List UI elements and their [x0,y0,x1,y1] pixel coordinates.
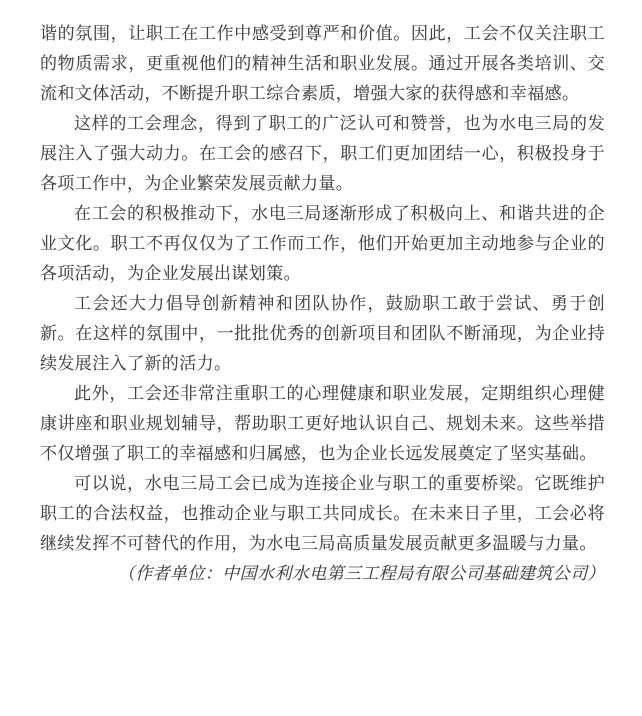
paragraph-continuation: 谐的氛围，让职工在工作中感受到尊严和价值。因此，工会不仅关注职工的物质需求，更重视他们的精神生活和职业发展。通过开展各类培训、交流和文体活动，不断提升职工综合素质，增强大家的获得感和幸福感。 [40,24,605,103]
paragraph-union-philosophy: 这样的工会理念，得到了职工的广泛认可和赞誉，也为水电三局的发展注入了强大动力。在工会的感召下，职工们更加团结一心，积极投身于各项工作中，为企业繁荣发展贡献力量。 [40,114,605,193]
author-attribution: （作者单位：中国水利水电第三工程局有限公司基础建筑公司） [117,564,605,583]
paragraph-innovation: 工会还大力倡导创新精神和团队协作，鼓励职工敢于尝试、勇于创新。在这样的氛围中，一批批优秀的创新项目和团队不断涌现，为企业持续发展注入了新的活力。 [40,294,605,373]
paragraph-mental-health: 此外，工会还非常注重职工的心理健康和职业发展，定期组织心理健康讲座和职业规划辅导，帮助职工更好地认识自己、规划未来。这些举措不仅增强了职工的幸福感和归属感，也为企业长远发展奠定了坚实基础。 [40,384,605,463]
paragraph-conclusion: 可以说，水电三局工会已成为连接企业与职工的重要桥梁。它既维护职工的合法权益，也推动企业与职工共同成长。在未来日子里，工会必将继续发挥不可替代的作用，为水电三局高质量发展贡献更多温暖与力量。 [40,474,605,553]
paragraph-corporate-culture: 在工会的积极推动下，水电三局逐渐形成了积极向上、和谐共进的企业文化。职工不再仅仅为了工作而工作，他们开始更加主动地参与企业的各项活动，为企业发展出谋划策。 [40,204,605,283]
